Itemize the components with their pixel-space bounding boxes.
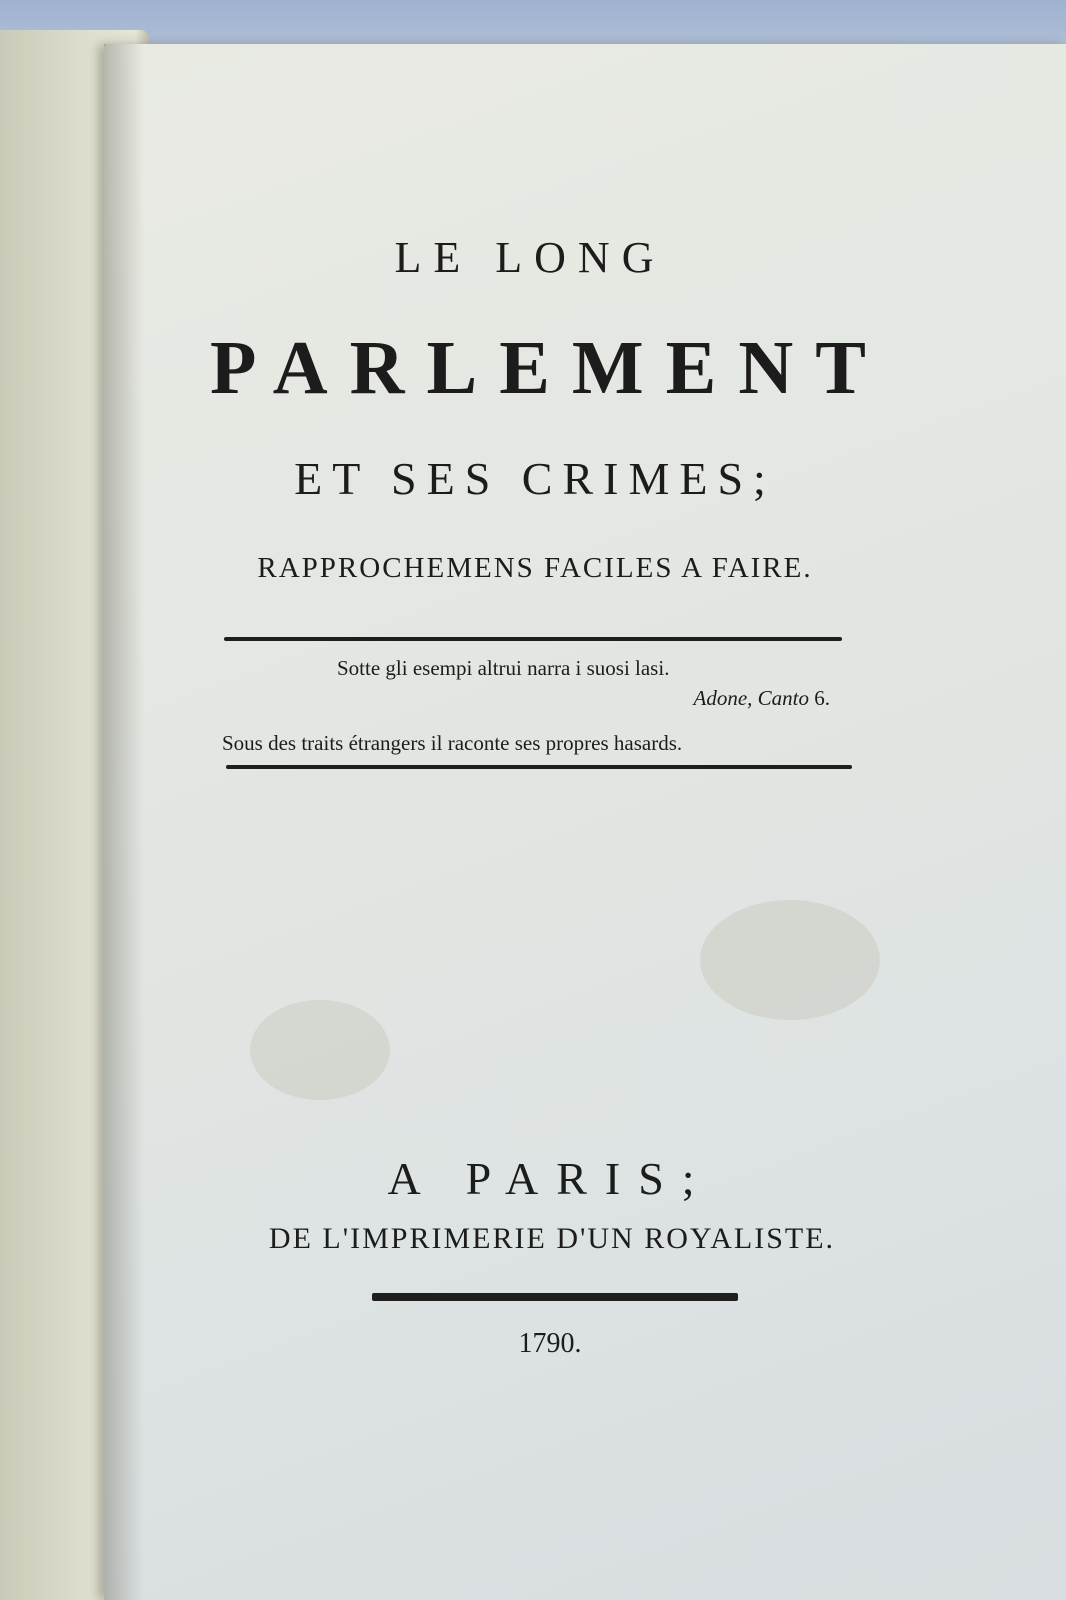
attribution-work: Adone, Canto: [693, 686, 809, 710]
epigraph-french: Sous des traits étrangers il raconte ses propres hasards.: [222, 731, 683, 755]
epigraph-attribution: [600, 686, 830, 711]
title-main: PARLEMENT: [210, 326, 888, 410]
paper-stain: [700, 900, 880, 1020]
epigraph-italian: Sotte gli esempi altrui narra i suosi lasi.: [337, 656, 670, 680]
attribution-number: 6.: [814, 686, 830, 710]
rule-bottom: [226, 765, 852, 769]
paper-stain: [250, 1000, 390, 1100]
title-line-1: LE LONG: [394, 233, 666, 282]
gutter-shadow: [104, 44, 144, 1600]
title-line-3: ET SES CRIMES;: [294, 453, 776, 504]
imprint-city: A PARIS;: [387, 1153, 713, 1204]
rule-imprint: [372, 1293, 738, 1301]
imprint-publisher: DE L'IMPRIMERIE D'UN ROYALISTE.: [268, 1222, 836, 1255]
subtitle: RAPPROCHEMENS FACILES A FAIRE.: [257, 552, 813, 584]
imprint-year: 1790.: [518, 1328, 582, 1359]
rule-top: [224, 637, 842, 641]
